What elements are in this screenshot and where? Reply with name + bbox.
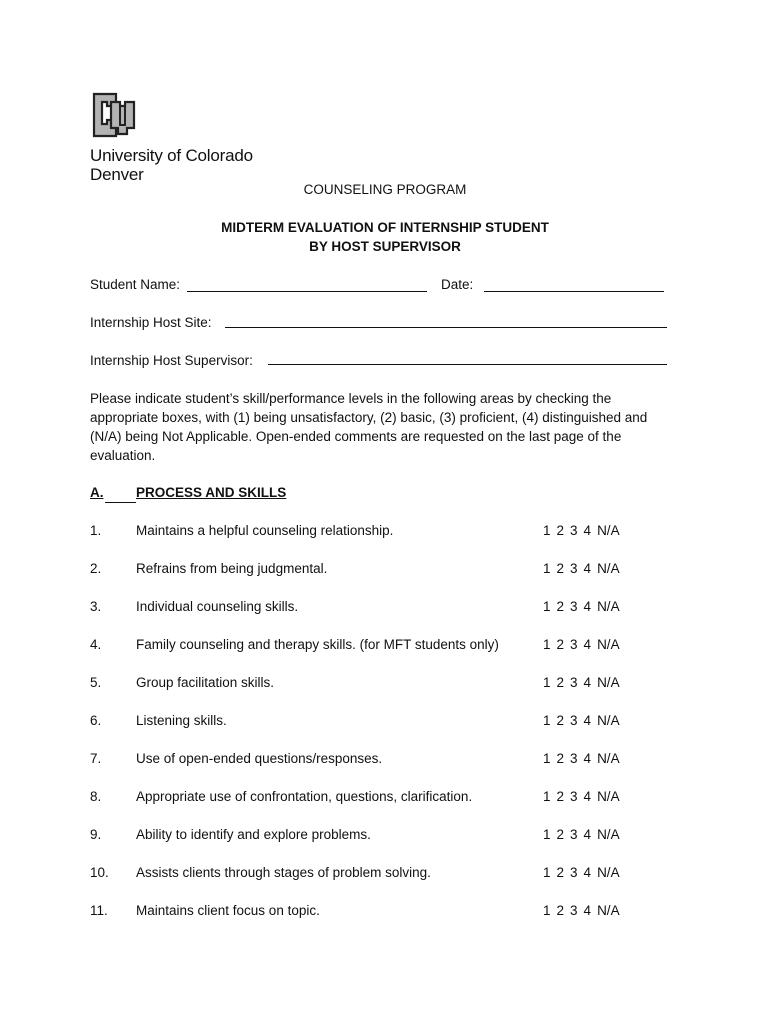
rating-option[interactable]: 3 <box>570 523 578 538</box>
university-logo-icon <box>90 92 136 138</box>
item-number: 3. <box>90 599 102 614</box>
host-site-field[interactable] <box>225 327 667 328</box>
rating-option[interactable]: 3 <box>570 675 578 690</box>
rating-option[interactable]: 3 <box>570 865 578 880</box>
university-name-line2: Denver <box>90 165 144 184</box>
section-letter: A. <box>90 485 104 500</box>
rating-options <box>543 865 620 880</box>
rating-option[interactable]: N/A <box>597 865 620 880</box>
rating-option[interactable]: 1 <box>543 675 551 690</box>
item-text: Individual counseling skills. <box>136 599 299 614</box>
rating-option[interactable]: 2 <box>556 751 565 766</box>
item-number: 11. <box>90 903 108 918</box>
item-number: 10. <box>90 865 109 880</box>
rating-options <box>543 599 620 614</box>
date-label: Date: <box>441 277 474 292</box>
rating-option[interactable]: 4 <box>583 713 592 728</box>
rating-option[interactable]: 3 <box>570 903 578 918</box>
rating-option[interactable]: 3 <box>570 713 578 728</box>
rating-option[interactable]: 1 <box>543 751 551 766</box>
rating-option[interactable]: 1 <box>543 599 551 614</box>
rating-option[interactable]: 4 <box>583 523 592 538</box>
rating-options <box>543 713 620 728</box>
rating-option[interactable]: 1 <box>543 523 551 538</box>
item-number: 2. <box>90 561 102 576</box>
rating-options <box>543 675 620 690</box>
item-number: 9. <box>90 827 102 842</box>
rating-option[interactable]: N/A <box>597 599 620 614</box>
rating-option[interactable]: N/A <box>597 675 620 690</box>
rating-options <box>543 751 620 766</box>
rating-option[interactable]: 2 <box>556 523 565 538</box>
program-name: COUNSELING PROGRAM <box>303 182 467 197</box>
item-text: Assists clients through stages of problem solving. <box>136 865 431 880</box>
university-name <box>90 146 253 184</box>
rating-option[interactable]: 2 <box>556 561 565 576</box>
item-text: Use of open-ended questions/responses. <box>136 751 383 766</box>
rating-option[interactable]: N/A <box>597 751 620 766</box>
rating-option[interactable]: 1 <box>543 903 551 918</box>
rating-option[interactable]: 4 <box>583 599 592 614</box>
form-title-line1: MIDTERM EVALUATION OF INTERNSHIP STUDENT <box>221 220 549 235</box>
rating-option[interactable]: 3 <box>570 751 578 766</box>
rating-options <box>543 827 620 842</box>
rating-option[interactable]: N/A <box>597 789 620 804</box>
section-title: PROCESS AND SKILLS <box>136 485 287 500</box>
rating-options <box>543 903 620 918</box>
university-name-line1: University of Colorado <box>90 146 253 165</box>
rating-option[interactable]: 2 <box>556 599 565 614</box>
rating-option[interactable]: N/A <box>597 713 620 728</box>
rating-option[interactable]: 2 <box>556 865 565 880</box>
rating-option[interactable]: 3 <box>570 827 578 842</box>
rating-option[interactable]: 4 <box>583 789 592 804</box>
rating-option[interactable]: 1 <box>543 865 551 880</box>
item-text: Maintains client focus on topic. <box>136 903 320 918</box>
host-site-label: Internship Host Site: <box>90 315 212 330</box>
date-field[interactable] <box>484 291 664 292</box>
rating-option[interactable]: 1 <box>543 637 551 652</box>
rating-option[interactable]: 4 <box>583 865 592 880</box>
item-number: 8. <box>90 789 102 804</box>
item-number: 5. <box>90 675 102 690</box>
item-text: Appropriate use of confrontation, questions, clarification. <box>136 789 473 804</box>
student-name-label: Student Name: <box>90 277 181 292</box>
rating-option[interactable]: 3 <box>570 789 578 804</box>
rating-option[interactable]: 2 <box>556 675 565 690</box>
rating-option[interactable]: N/A <box>597 523 620 538</box>
item-text: Ability to identify and explore problems. <box>136 827 371 842</box>
rating-options <box>543 523 620 538</box>
rating-option[interactable]: N/A <box>597 561 620 576</box>
rating-option[interactable]: 2 <box>556 827 565 842</box>
item-text: Family counseling and therapy skills. (for MFT students only) <box>136 637 499 652</box>
rating-option[interactable]: 4 <box>583 637 592 652</box>
item-number: 7. <box>90 751 102 766</box>
rating-option[interactable]: 2 <box>556 637 565 652</box>
host-supervisor-label: Internship Host Supervisor: <box>90 353 253 368</box>
rating-options <box>543 561 620 576</box>
rating-option[interactable]: N/A <box>597 637 620 652</box>
rating-option[interactable]: N/A <box>597 827 620 842</box>
item-number: 4. <box>90 637 102 652</box>
rating-option[interactable]: N/A <box>597 903 620 918</box>
rating-option[interactable]: 4 <box>583 827 592 842</box>
rating-option[interactable]: 4 <box>583 561 592 576</box>
item-text: Listening skills. <box>136 713 227 728</box>
rating-option[interactable]: 3 <box>570 561 578 576</box>
rating-option[interactable]: 1 <box>543 827 551 842</box>
instructions-paragraph: Please indicate student’s skill/performance levels in the following areas by checking the appropriate boxes, with (1) being unsatisfactory, (2) basic, (3) proficient, (4) distinguished and (N/A) being Not Applicable. Open-ended comments are requested on the last page of the evaluation. <box>90 391 648 463</box>
rating-options <box>543 789 620 804</box>
rating-option[interactable]: 1 <box>543 713 551 728</box>
rating-option[interactable]: 4 <box>583 903 592 918</box>
host-supervisor-field[interactable] <box>268 364 667 365</box>
section-heading-underline <box>105 502 136 503</box>
rating-option[interactable]: 2 <box>556 789 565 804</box>
item-text: Maintains a helpful counseling relationship. <box>136 523 394 538</box>
item-number: 1. <box>90 523 102 538</box>
item-text: Group facilitation skills. <box>136 675 275 690</box>
rating-option[interactable]: 1 <box>543 561 551 576</box>
rating-option[interactable]: 3 <box>570 599 578 614</box>
rating-option[interactable]: 2 <box>556 903 565 918</box>
rating-option[interactable]: 4 <box>583 675 592 690</box>
item-number: 6. <box>90 713 102 728</box>
rating-option[interactable]: 1 <box>543 789 551 804</box>
rating-option[interactable]: 3 <box>570 637 578 652</box>
rating-option[interactable]: 4 <box>583 751 592 766</box>
rating-options <box>543 637 620 652</box>
form-title-line2: BY HOST SUPERVISOR <box>309 239 461 254</box>
student-name-field[interactable] <box>187 291 427 292</box>
item-text: Refrains from being judgmental. <box>136 561 328 576</box>
rating-option[interactable]: 2 <box>556 713 565 728</box>
